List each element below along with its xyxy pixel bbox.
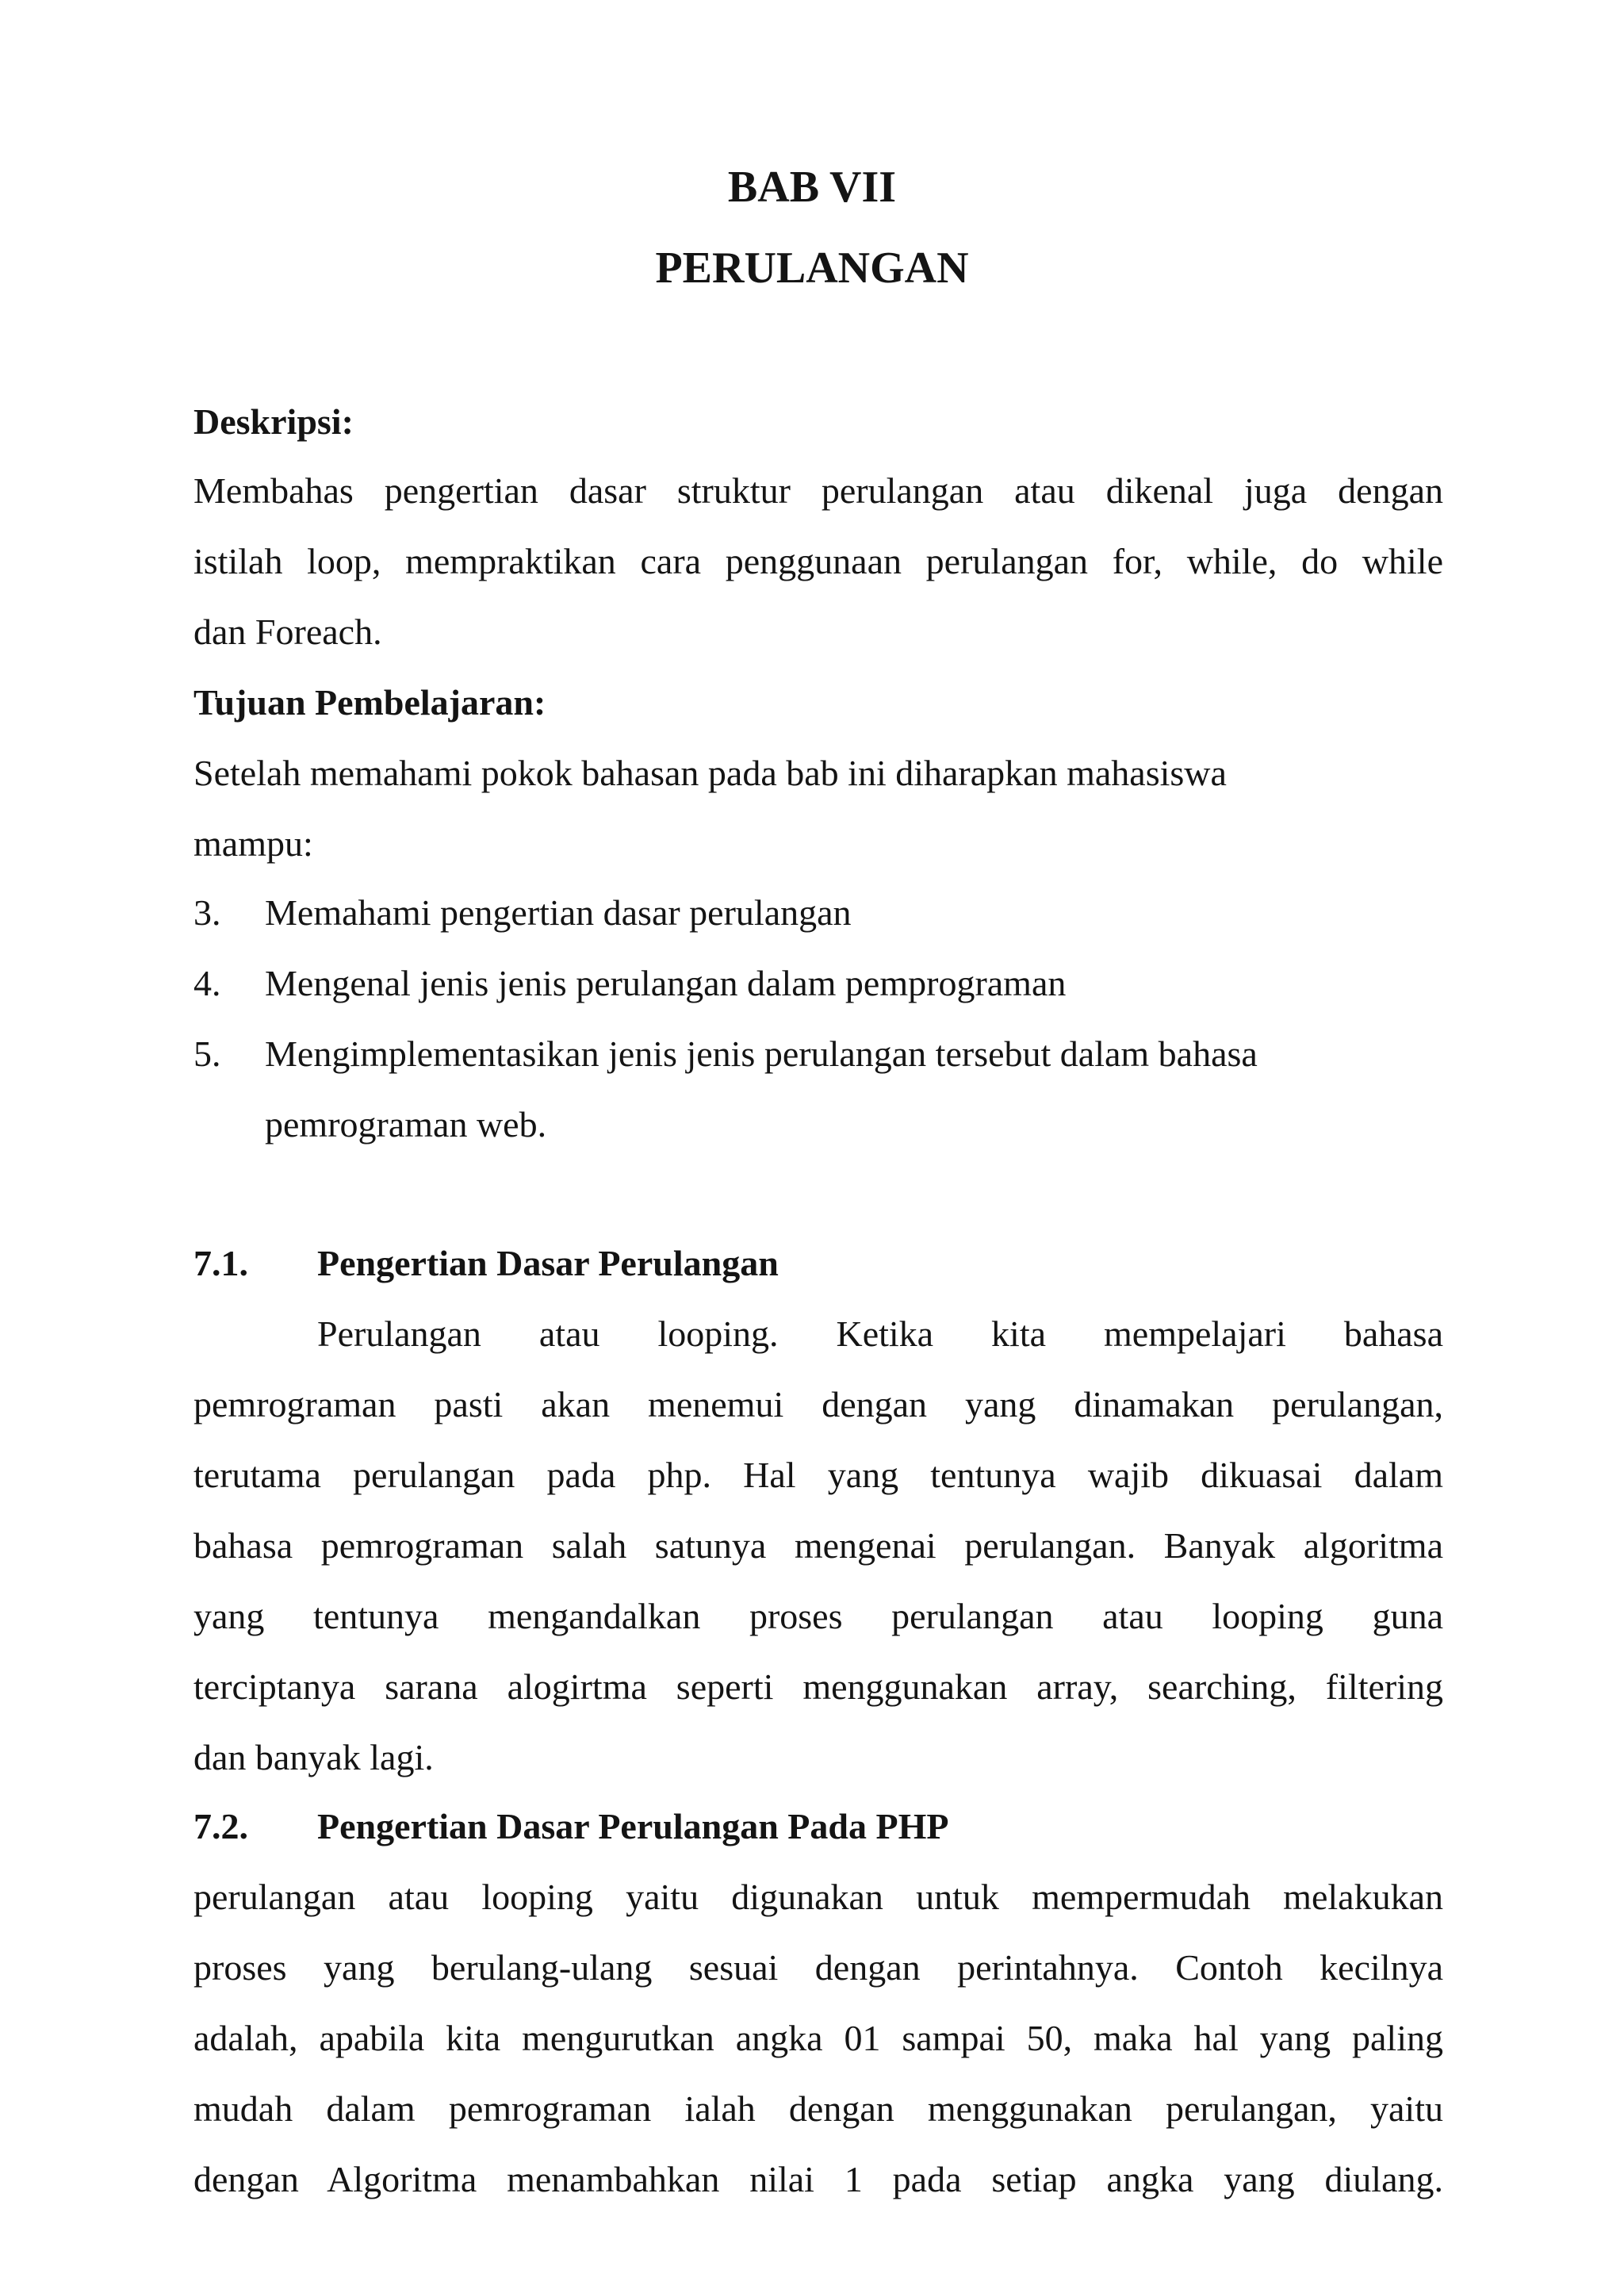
section-7-1-number: 7.1. xyxy=(193,1243,248,1283)
section-7-1-line-6: terciptanya sarana alogirtma seperti menggunakan array, searching, filtering xyxy=(193,1666,1443,1707)
deskripsi-heading: Deskripsi: xyxy=(193,401,354,442)
list-item-text: Mengenal jenis jenis perulangan dalam pemprograman xyxy=(265,963,1067,1003)
deskripsi-line-3: dan Foreach. xyxy=(193,612,382,652)
tujuan-heading: Tujuan Pembelajaran: xyxy=(193,682,546,723)
section-7-2-line-1: perulangan atau looping yaitu digunakan untuk mempermudah melakukan xyxy=(193,1877,1443,1917)
section-7-1-line-1: Perulangan atau looping. Ketika kita mempelajari bahasa xyxy=(317,1313,1443,1354)
deskripsi-line-1: Membahas pengertian dasar struktur perulangan atau dikenal juga dengan xyxy=(193,470,1443,511)
section-7-1-line-4: bahasa pemrograman salah satunya mengenai perulangan. Banyak algoritma xyxy=(193,1525,1443,1566)
section-7-2-number: 7.2. xyxy=(193,1806,248,1846)
deskripsi-line-2: istilah loop, mempraktikan cara penggunaan perulangan for, while, do while xyxy=(193,541,1443,581)
list-item-number: 3. xyxy=(193,892,221,933)
list-item-number: 5. xyxy=(193,1033,221,1074)
section-7-2-line-4: mudah dalam pemrograman ialah dengan menggunakan perulangan, yaitu xyxy=(193,2088,1443,2129)
section-7-1-line-7: dan banyak lagi. xyxy=(193,1737,434,1777)
section-7-1-line-5: yang tentunya mengandalkan proses perulangan atau looping guna xyxy=(193,1596,1443,1636)
list-item-number: 4. xyxy=(193,963,221,1003)
section-7-1-line-2: pemrograman pasti akan menemui dengan yang dinamakan perulangan, xyxy=(193,1384,1443,1424)
list-item-text: Mengimplementasikan jenis jenis perulangan tersebut dalam bahasa xyxy=(265,1033,1258,1074)
section-7-2-line-5: dengan Algoritma menambahkan nilai 1 pada setiap angka yang diulang. xyxy=(193,2159,1443,2199)
tujuan-intro-line-2: mampu: xyxy=(193,823,313,864)
section-7-2-line-3: adalah, apabila kita mengurutkan angka 01 sampai 50, maka hal yang paling xyxy=(193,2018,1443,2058)
list-item-text: Memahami pengertian dasar perulangan xyxy=(265,892,852,933)
chapter-title: PERULANGAN xyxy=(655,243,969,293)
chapter-number: BAB VII xyxy=(727,163,897,212)
section-7-1-title: Pengertian Dasar Perulangan xyxy=(317,1243,779,1283)
section-7-1-line-3: terutama perulangan pada php. Hal yang tentunya wajib dikuasai dalam xyxy=(193,1455,1443,1495)
section-7-2-title: Pengertian Dasar Perulangan Pada PHP xyxy=(317,1806,949,1846)
list-item-text-continued: pemrograman web. xyxy=(265,1104,547,1145)
section-7-2-line-2: proses yang berulang-ulang sesuai dengan perintahnya. Contoh kecilnya xyxy=(193,1947,1443,1988)
tujuan-intro-line-1: Setelah memahami pokok bahasan pada bab ini diharapkan mahasiswa xyxy=(193,753,1227,793)
